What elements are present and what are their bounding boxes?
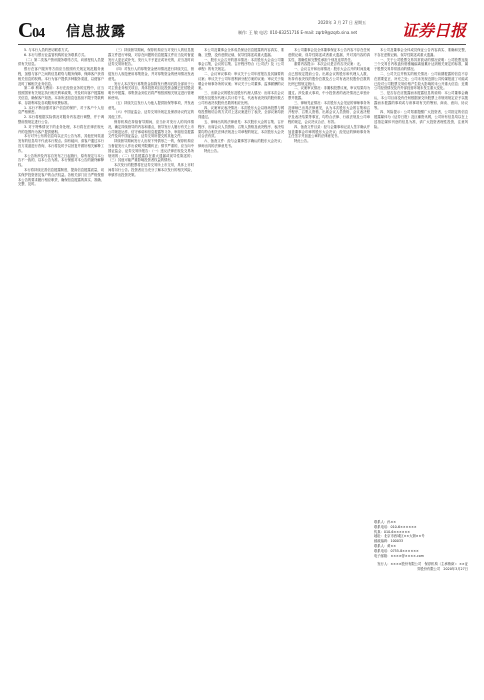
contact-line: 联系人：孙×× [374, 520, 397, 524]
paragraph: 五、律师出具的法律意见：本次股东大会的召集、召开程序、出席会议人员资格、召集人资格及表决程序、表决结果均符合相关法律法规及公司章程的规定，本次股东大会决议合法有效。 [198, 119, 284, 139]
paragraph: 本公司及董事会全体成员保证信息披露的内容真实、准确、完整，没有虚假记载、误导性陈述或重大遗漏。 [198, 48, 284, 57]
paragraph: 3. 对于特殊情况下的业务处理，本行将在法律法规允许的范围内为客户提供便利。 [18, 124, 104, 134]
contact-line: 联系电话：0755-8×××××× [374, 548, 419, 553]
contact-info-box [374, 520, 468, 575]
paragraph: 特此公告。 [294, 139, 311, 144]
paragraph: 本公告所涉及内容自发布之日起施行，原有规定与本公告不一致的，以本公告为准。本行保留对本公告的最终解释权。 [18, 153, 104, 168]
page-header [18, 18, 470, 44]
paragraph: 三、律师见证情况：本次股东大会见证的律师事务所及律师已出具法律意见，认为本次股东大会的召集和召开程序、召集人资格、出席会议人员资格、会议表决程序及表决结果等事宜，均符合法律、行政法规及公司章程的规定，会议决议合法、有效。 [288, 100, 370, 124]
page-letter: C [18, 18, 33, 42]
paragraph: 重要内容提示：本次会议是否有否决议案：无。 [294, 62, 364, 67]
paragraph: 四、议案审议表决情况：本次股东大会以现场投票与网络投票相结合的方式对上述议案进行了表决，全部议案均获得通过。 [198, 105, 284, 120]
issue-date: 2020年 3 月 27 日 星期五 [318, 20, 367, 25]
paragraph: 二、公司关注并核实的相关情况：公司前期披露的信息不存在需要更正、补充之处；公司未发现近期公共传媒报道了可能或已经对公司股票交易价格产生较大影响的未公开重大信息；近期公司经营情况及内外部经营环境未发生重大变化。 [374, 71, 468, 91]
paragraph: 四、备查文件目录：经与会董事和记录人签字确认并加盖董事会印章的股东大会决议；经见证的律师事务所主任签字并加盖公章的法律意见书。 [288, 124, 370, 139]
contact-line: 电子邮箱：××××@××××.com [374, 553, 424, 558]
paragraph: 三、是否存在应披露而未披露信息的说明：本公司董事会确认，本公司目前没有任何根据深交所股票上市规则规定应予以披露而未披露的事项或与该事项有关的筹划、商谈、意向、协议等。 [374, 91, 468, 110]
column-3 [198, 48, 284, 688]
paragraph: 银行在客户服务等方面应当按照有关规定规范服务流程，加强与客户之间的信息联络与服务保障，保障客户获得相关信息的权利。本行为客户提供多种服务渠道，以便客户及时了解相关业务信息。 [18, 67, 104, 86]
column-4 [288, 48, 370, 688]
section-title: 信息披露 [66, 24, 126, 40]
newspaper-masthead: 证券日报 [401, 21, 466, 40]
paragraph: 第二章 利率与费用：本行在经营业务的过程中，应当按照国家有关规定执行相关利率政策，并及时向客户披露相关信息，确保客户知悉。本条所述信息包括但不限于贷款利率、存款利率及各项服务收费标准。 [18, 86, 104, 105]
paragraph: 持续督导期间发行人出现下列情形之一的，保荐机构应当督促发行人作出说明并限期纠正；情节严重的，应当向中国证监会、证券交易所报告：（一）违反法律法规及交易所规则的；（二）信息披露存在重大遗漏或误导性陈述的；（三）其他可能严重影响投资者权益的情形。 [108, 139, 194, 163]
contact-line: 联系人：黄×× [374, 543, 397, 548]
paragraph: 三、出席会议的股东及股东代理人情况：出席本次会议的股东及股东代理人共计若干名，代表有表决权的股份数占公司有表决权股份总数的相应比例。 [198, 91, 284, 105]
paragraph: 二、会议审议事项：审议关于公司年度报告及其摘要的议案；审议关于公司年度利润分配方案的议案；审议关于续聘会计师事务所的议案；审议关于公司董事、监事薪酬的议案。 [198, 71, 284, 91]
header-rule [18, 44, 466, 45]
paragraph: 本行将持续完善信息披露制度，提高信息披露质量，切实保护投资者及客户的合法权益。各相关部门应当严格按照本公告的要求履行相应职责，确保信息披露的真实、准确、完整、及时。 [18, 167, 104, 187]
paragraph: 六、备查文件：经与会董事签字确认的股东大会决议；律师出具的法律意见书。 [198, 139, 284, 148]
column-5 [374, 48, 468, 514]
contact-line: 地址：北京市西城区××大街××号 [374, 534, 425, 539]
paragraph: 一、会议召开和出席情况：股东大会召开的时间及地点已按规定提前公告。出席会议的股东和代理人人数、所持有表决权的股份总数及占公司有表决权股份总数的比例已按规定统计。 [288, 67, 370, 86]
page-digits: 04 [32, 26, 45, 41]
paragraph: 一、股东大会召开的基本情况：本次股东大会由公司董事会召集，会议的召集、召开程序符合《公司法》及《公司章程》的有关规定。 [198, 57, 284, 72]
contact-line: 传真：010-6×××××× [374, 529, 411, 534]
editor-contact-line: 制作: 王 敏 电话: 010-83251716 E-mail: zqrb9@zqrb.sina.net [238, 30, 358, 35]
paragraph: 本公司及董事会全体成员保证公告内容真实、准确和完整，不存在虚假记载、误导性陈述或重大遗漏。 [374, 48, 468, 57]
paragraph: 特此公告。 [204, 148, 221, 153]
closing-signature: 发行人：××××股份有限公司 保荐机构（主承销商）：××证券股份有限公司 2020年3月27日 [377, 562, 468, 572]
paragraph: 四、风险提示：公司郑重提醒广大投资者，公司指定的信息披露媒体为《证券日报》及巨潮资讯网，公司所有信息均以在上述指定媒体刊登的信息为准，请广大投资者理性投资，注意风险。 [374, 110, 468, 129]
paragraph: （二）第二类客户资讯服务联络方式，向被授权人员提供有关信息。 [18, 57, 104, 67]
paragraph: （五）持续关注发行人为他人提供担保等事项，并发表意见。 [108, 100, 194, 110]
paragraph: 1. 本行不断加强对客户信息的保护，对于客户个人信息严格保密。 [18, 105, 104, 115]
paragraph: 2. 本行将根据实际情况对服务内容进行调整，并于调整前按规定进行公告。 [18, 115, 104, 124]
paragraph: （六）中国证监会、证券交易所规定及保荐协议约定的其他工作。 [108, 110, 194, 120]
paragraph: （四）对发行人的募集资金使用情况进行持续关注，督促发行人规范使用募集资金，并对募集资金的使用情况发表意见。 [108, 67, 194, 81]
contact-line: 邮政编码：100033 [374, 539, 404, 544]
page-number [18, 18, 44, 43]
paragraph: 本公司董事会及全体董事保证本公告内容不存在任何虚假记载、误导性陈述或者重大遗漏，并对其内容的真实性、准确性和完整性承担个别及连带责任。 [288, 48, 370, 62]
column-2 [108, 48, 194, 688]
column-1 [18, 48, 104, 688]
paragraph: 6. 本行与银行业监管机构的业务联系方式。 [24, 52, 88, 57]
paragraph: 发行人本次发行募集资金扣除发行费用后将全部用于公司主营业务相关项目，具体投资项目及投资金额已在招股说明书中披露，募集资金到位后将严格按照相关规定进行管理和使用。 [108, 81, 194, 100]
paragraph: 一、关于公司股票交易异常波动的情况说明：公司股票连续三个交易日内收盘价格涨幅偏离值累计达到相关规定的标准，属于股票交易异常波动的情况。 [374, 57, 468, 72]
paragraph: 5. 与本行人员的密切联系方式。 [24, 48, 72, 52]
paragraph: 保荐机构在持续督导期间，应当针对发行人的具体情况，确定持续督导的内容和重点，督导发行人履行有关上市公司规范运作、信守承诺和信息披露等义务，审阅信息披露文件及向中国证监会、证券交易所提交的其他文件。 [108, 119, 194, 139]
contact-line: 联系电话：010-6×××××× [374, 524, 417, 529]
paragraph: 本行对外公布的信息均以正式公告为准，其他任何渠道发布的信息均不代表本行观点。如有疑问，请客户通过本行官方渠道进行咨询，本行将及时予以回复并做好相关解释工作。 [18, 134, 104, 153]
paragraph: 二、议案审议情况：非累积投票议案，审议结果均为通过。涉及重大事项，中小投资者的表决情况已单独计票并披露。 [288, 86, 370, 100]
paragraph: （三）持续督导期间，保荐机构应当对发行人的信息披露文件进行审阅，对存在问题的信息披露文件应当及时督促发行人更正或补充，发行人不予更正或补充的，应当及时向证券交易所报告。 [108, 48, 194, 67]
paragraph: 本次发行的股票将在证券交易所上市交易，具体上市时间将另行公告。投资者应当充分了解本次发行的相关风险，审慎作出投资决策。 [108, 163, 194, 177]
